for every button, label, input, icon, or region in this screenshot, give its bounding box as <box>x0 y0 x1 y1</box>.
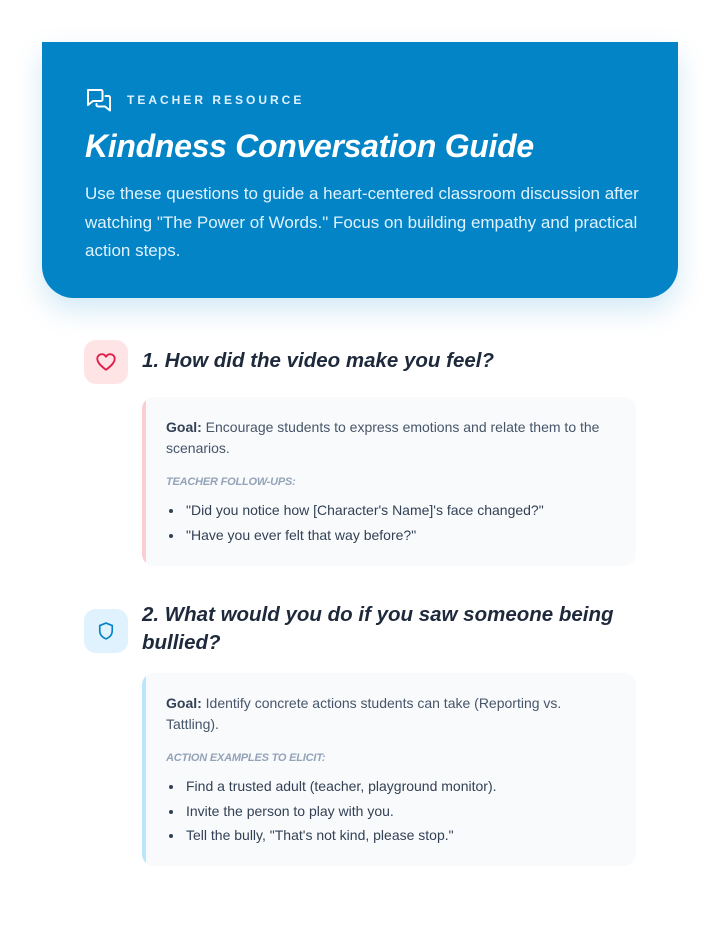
page-title: Kindness Conversation Guide <box>85 128 534 164</box>
list-item: Tell the bully, "That's not kind, please stop." <box>166 823 612 848</box>
goal-description: Encourage students to express emotions and relate them to the scenarios. <box>166 419 600 456</box>
goal-description: Identify concrete actions students can take (Reporting vs. Tattling). <box>166 695 562 732</box>
list-item: "Did you notice how [Character's Name]'s face changed?" <box>166 498 612 523</box>
action-examples-label: ACTION EXAMPLES TO ELICIT: <box>166 752 326 764</box>
goal-text <box>166 417 612 459</box>
follow-up-label: TEACHER FOLLOW-UPS: <box>166 476 296 488</box>
list-item: Invite the person to play with you. <box>166 799 612 824</box>
header-banner <box>42 42 678 298</box>
eyebrow <box>85 86 634 114</box>
chat-bubbles-icon <box>85 86 113 114</box>
page-subtitle: Use these questions to guide a heart-centered classroom discussion after watching "The Power of Words." Focus on building empathy and practical action steps. <box>85 184 639 260</box>
eyebrow-label: TEACHER RESOURCE <box>127 93 305 107</box>
question-card <box>142 397 636 566</box>
question-title: 1. How did the video make you feel? <box>142 349 494 372</box>
action-examples-list <box>166 774 612 848</box>
follow-up-list <box>166 498 612 547</box>
list-item: "Have you ever felt that way before?" <box>166 523 612 548</box>
heart-icon <box>84 340 128 384</box>
goal-label: Goal: <box>166 419 202 435</box>
goal-label: Goal: <box>166 695 202 711</box>
shield-icon <box>84 609 128 653</box>
list-item: Find a trusted adult (teacher, playground monitor). <box>166 774 612 799</box>
goal-text <box>166 693 612 735</box>
question-title: 2. What would you do if you saw someone being bullied? <box>142 603 614 654</box>
question-card <box>142 673 636 866</box>
